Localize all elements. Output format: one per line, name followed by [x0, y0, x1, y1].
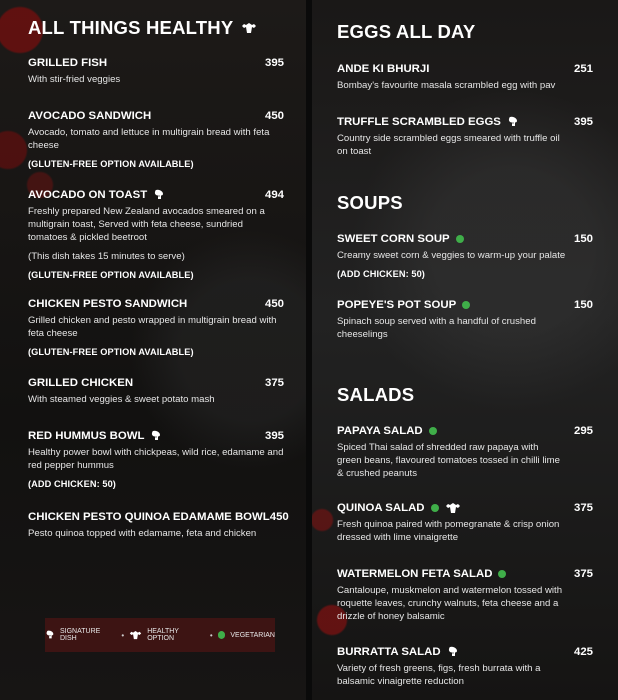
section-heading-salads: [337, 384, 414, 406]
menu-item: [28, 110, 284, 169]
veg-dot-icon: [456, 235, 464, 243]
legend-signature-label: SIGNATURE DISH: [60, 628, 101, 642]
section-title: ALL THINGS HEALTHY: [28, 17, 234, 38]
item-price: 251: [573, 63, 593, 75]
menu-item: [337, 233, 593, 279]
item-price: 450: [264, 110, 284, 122]
chef-hat-icon: [45, 630, 55, 640]
menu-item: [337, 502, 593, 544]
chef-hat-icon: [507, 116, 519, 128]
item-description: Fresh quinoa paired with pomegranate & crisp onion dressed with lime vinaigrette: [337, 519, 560, 543]
item-price: 395: [573, 116, 593, 128]
icon-legend: [45, 618, 275, 652]
item-price: 295: [573, 425, 593, 437]
item-description: Pesto quinoa topped with edamame, feta and chicken: [28, 528, 257, 539]
item-price: 450: [269, 511, 289, 523]
item-price: 375: [264, 377, 284, 389]
item-description: Healthy power bowl with chickpeas, wild rice, edamame and red pepper hummus: [28, 447, 284, 471]
menu-item: [28, 377, 284, 406]
menu-item: [337, 646, 593, 688]
item-price: 375: [573, 502, 593, 514]
chef-hat-icon: [153, 189, 165, 201]
item-description: Bombay's favourite masala scrambled egg with pav: [337, 80, 556, 91]
dumbbell-icon: [445, 502, 461, 514]
item-name: CHICKEN PESTO SANDWICH: [28, 298, 188, 310]
item-name: RED HUMMUS BOWL: [28, 430, 145, 442]
item-price: 425: [573, 646, 593, 658]
item-description: With stir-fried veggies: [28, 74, 121, 85]
item-price: 375: [573, 568, 593, 580]
dumbbell-icon: [241, 22, 257, 34]
item-name: SWEET CORN SOUP: [337, 233, 450, 245]
veg-dot-icon: [498, 570, 506, 578]
item-name: AVOCADO SANDWICH: [28, 110, 152, 122]
menu-item: [28, 189, 284, 280]
item-note: (GLUTEN-FREE OPTION AVAILABLE): [28, 270, 194, 280]
legend-separator: •: [209, 630, 213, 640]
menu-item: [28, 298, 284, 357]
legend-separator: •: [121, 630, 125, 640]
item-name: ANDE KI BHURJI: [337, 63, 430, 75]
menu-item: [337, 568, 593, 623]
item-price: 494: [264, 189, 284, 201]
legend-healthy-label: HEALTHY OPTION: [147, 628, 179, 642]
item-description: Cantaloupe, muskmelon and watermelon tossed with roquette leaves, crunchy walnuts, feta cheese and a drizzle of honey balsamic: [337, 585, 563, 622]
item-name: GRILLED CHICKEN: [28, 377, 134, 389]
item-description: Grilled chicken and pesto wrapped in multigrain bread with feta cheese: [28, 315, 277, 339]
veg-dot-icon: [462, 301, 470, 309]
menu-item: [28, 57, 284, 86]
section-title: SOUPS: [337, 192, 403, 213]
item-description: Spinach soup served with a handful of crushed cheeselings: [337, 316, 536, 340]
menu-item: [337, 425, 593, 480]
item-name: AVOCADO ON TOAST: [28, 189, 148, 201]
item-note: (ADD CHICKEN: 50): [337, 269, 425, 279]
menu-item: [28, 430, 284, 489]
item-description: Creamy sweet corn & veggies to warm-up your palate: [337, 250, 566, 261]
legend-veg-label: VEGETARIAN: [230, 631, 275, 639]
item-price: 395: [264, 430, 284, 442]
item-description: Variety of fresh greens, figs, fresh burrata with a balsamic vinaigrette reduction: [337, 663, 541, 687]
menu-item: [28, 511, 289, 540]
section-heading-eggs: [337, 21, 475, 43]
item-price: 150: [573, 233, 593, 245]
item-name: QUINOA SALAD: [337, 502, 425, 514]
menu-item: [337, 63, 593, 92]
item-name: BURRATTA SALAD: [337, 646, 441, 658]
item-description: Freshly prepared New Zealand avocados smeared on a multigrain toast, Served with feta cheese, sundried tomatoes & pickled beetroot: [28, 206, 265, 243]
item-name: POPEYE'S POT SOUP: [337, 299, 457, 311]
section-title: EGGS ALL DAY: [337, 21, 476, 42]
item-price: 150: [573, 299, 593, 311]
item-name: CHICKEN PESTO QUINOA EDAMAME BOWL: [28, 511, 270, 523]
left-menu-panel: [0, 0, 306, 700]
item-description: Spiced Thai salad of shredded raw papaya with green beans, flavoured tomatoes tossed in chilli lime & crushed peanuts: [337, 442, 560, 479]
section-heading-soups: [337, 192, 403, 214]
item-name: WATERMELON FETA SALAD: [337, 568, 493, 580]
menu-item: [337, 299, 593, 341]
veg-dot-icon: [431, 504, 439, 512]
item-name: GRILLED FISH: [28, 57, 108, 69]
menu-item: [337, 116, 593, 158]
chef-hat-icon: [447, 646, 459, 658]
item-name: PAPAYA SALAD: [337, 425, 423, 437]
chef-hat-icon: [150, 430, 162, 442]
veg-dot-icon: [218, 631, 226, 639]
dumbbell-icon: [129, 630, 142, 640]
item-note: (ADD CHICKEN: 50): [28, 479, 116, 489]
veg-dot-icon: [429, 427, 437, 435]
right-menu-panel: [312, 0, 618, 700]
item-description: With steamed veggies & sweet potato mash: [28, 394, 215, 405]
item-price: 395: [264, 57, 284, 69]
item-note: (GLUTEN-FREE OPTION AVAILABLE): [28, 347, 194, 357]
item-name: TRUFFLE SCRAMBLED EGGS: [337, 116, 501, 128]
item-extra-note: (This dish takes 15 minutes to serve): [28, 251, 185, 262]
section-heading-healthy: [28, 17, 257, 39]
item-price: 450: [264, 298, 284, 310]
section-title: SALADS: [337, 384, 415, 405]
item-description: Avocado, tomato and lettuce in multigrain bread with feta cheese: [28, 127, 270, 151]
item-description: Country side scrambled eggs smeared with truffle oil on toast: [337, 133, 560, 157]
item-note: (GLUTEN-FREE OPTION AVAILABLE): [28, 159, 194, 169]
